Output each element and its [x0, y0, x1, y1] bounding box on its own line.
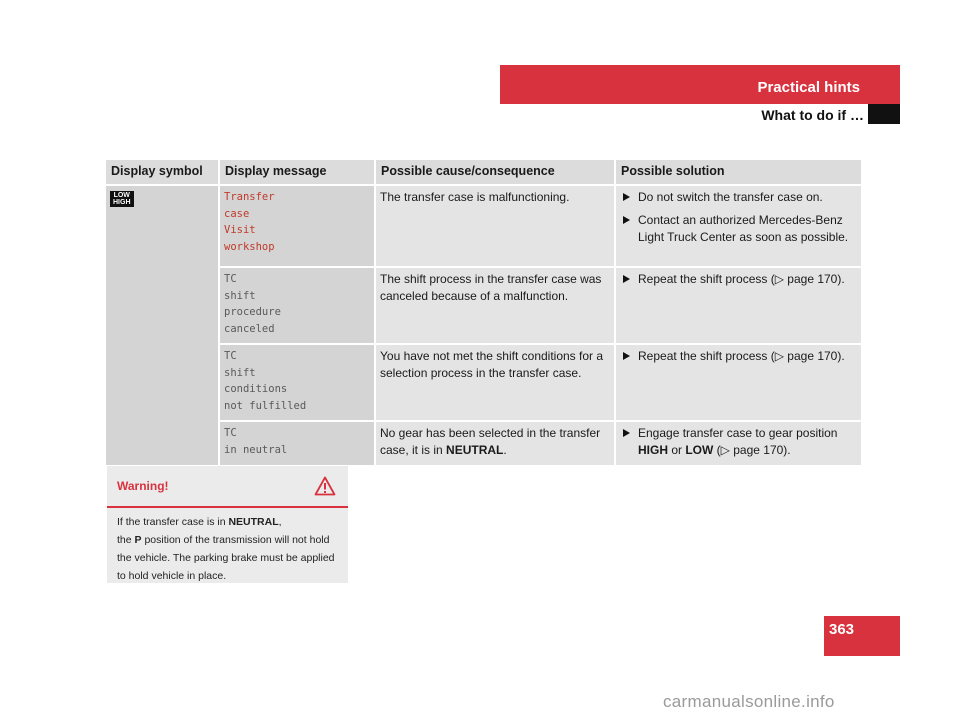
symbol-line-1: LOW — [113, 192, 130, 199]
section-title: Practical hints — [757, 79, 860, 96]
solution-bold-low: LOW — [685, 443, 714, 457]
display-message-cell — [219, 185, 375, 267]
solution-cell — [615, 421, 861, 466]
table-row — [106, 344, 861, 421]
table-row — [106, 421, 861, 466]
solution-bold-high: HIGH — [638, 443, 668, 457]
warning-text-part: , — [278, 516, 282, 528]
symbol-line-2: HIGH — [113, 199, 131, 206]
display-message-cell — [219, 267, 375, 344]
display-message: Transfer case Visit workshop — [224, 191, 275, 253]
page-number: 363 — [829, 621, 855, 638]
solution-text: Repeat the shift process (▷ page 170). — [638, 272, 845, 286]
solution-item — [620, 271, 857, 288]
warning-bold-p: P — [134, 534, 142, 546]
warning-text-part: position of the transmission will not hold the vehicle. The parking brake must be applied to hold vehicle in place. — [117, 534, 335, 582]
cause-cell — [375, 267, 615, 344]
display-message: TC in neutral — [224, 427, 288, 456]
bullet-arrow-icon — [623, 216, 630, 224]
display-message: TC shift procedure canceled — [224, 273, 281, 335]
solution-text: Engage transfer case to gear position — [638, 426, 838, 440]
cause-text: You have not met the shift conditions for a selection process in the transfer case. — [380, 349, 604, 380]
solution-text: Contact an authorized Mercedes-Benz Light Truck Center as soon as possible. — [638, 213, 849, 244]
display-message: TC shift conditions not fulfilled — [224, 350, 307, 412]
solution-text-end: (▷ page 170). — [713, 443, 791, 457]
cause-cell — [375, 185, 615, 267]
warning-text-part: the — [117, 534, 135, 546]
warning-title: Warning! — [117, 479, 169, 493]
column-header: Possible cause/consequence — [375, 160, 615, 185]
cause-text-end: . — [503, 443, 507, 457]
display-symbol-cell — [106, 185, 219, 466]
warning-box — [107, 466, 348, 583]
table-row — [106, 185, 861, 267]
cause-bold: NEUTRAL — [446, 443, 504, 457]
solution-item — [620, 425, 857, 459]
solution-cell — [615, 185, 861, 267]
cause-text: No gear has been selected in the transfer case, it is in — [380, 426, 601, 457]
solution-item — [620, 189, 857, 206]
warning-triangle-icon — [314, 476, 336, 496]
table-header-row — [106, 160, 861, 185]
solution-item — [620, 212, 857, 246]
header-bar — [500, 65, 900, 104]
column-header: Display message — [219, 160, 375, 185]
column-header: Possible solution — [615, 160, 861, 185]
display-message-cell — [219, 421, 375, 466]
cause-cell — [375, 421, 615, 466]
solution-cell — [615, 344, 861, 421]
bullet-arrow-icon — [623, 352, 630, 360]
table-row — [106, 267, 861, 344]
warning-bold-neutral: NEUTRAL — [228, 516, 279, 528]
solution-text-mid: or — [668, 443, 686, 457]
warning-text-part: If the transfer case is in — [117, 516, 229, 528]
low-high-range-icon — [110, 191, 134, 207]
watermark: carmanualsonline.info — [663, 692, 835, 711]
bullet-arrow-icon — [623, 429, 630, 437]
warning-header — [107, 466, 348, 508]
display-messages-table — [106, 160, 861, 467]
cause-cell — [375, 344, 615, 421]
header-marker — [868, 104, 900, 124]
display-message-cell — [219, 344, 375, 421]
page-number-box — [824, 616, 900, 656]
solution-cell — [615, 267, 861, 344]
bullet-arrow-icon — [623, 193, 630, 201]
bullet-arrow-icon — [623, 275, 630, 283]
warning-text — [107, 508, 348, 590]
solution-text: Do not switch the transfer case on. — [638, 190, 823, 204]
solution-item — [620, 348, 857, 365]
solution-text: Repeat the shift process (▷ page 170). — [638, 349, 845, 363]
cause-text: The transfer case is malfunctioning. — [380, 190, 570, 204]
cause-text: The shift process in the transfer case was canceled because of a malfunction. — [380, 272, 602, 303]
section-subtitle: What to do if … — [761, 107, 864, 123]
column-header: Display symbol — [106, 160, 219, 185]
